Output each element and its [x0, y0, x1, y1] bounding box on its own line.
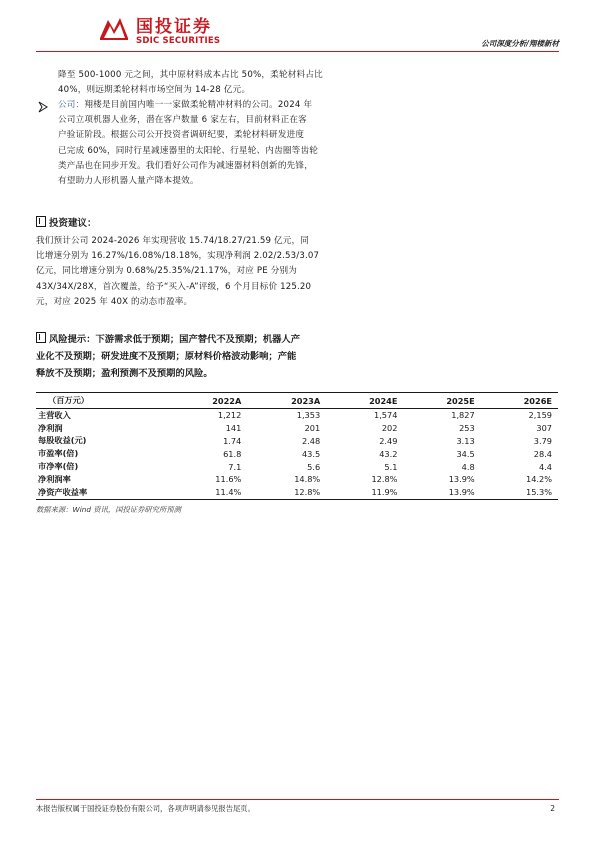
table-cell: 307 [536, 423, 552, 434]
table-cell: 5.1 [384, 461, 398, 472]
column-header: 2025E [403, 393, 480, 409]
table-cell: 2.48 [301, 435, 321, 446]
page-number: 2 [550, 804, 555, 813]
table-row [36, 409, 558, 422]
table-cell: 1,574 [374, 410, 398, 421]
text-line: 亿元，同比增速分别为 0.68%/25.35%/21.17%，对应 PE 分别为 [36, 266, 297, 277]
row-label: 市净率(倍) [38, 461, 79, 472]
table-cell: 2,159 [528, 410, 552, 421]
table-cell: 61.8 [223, 448, 242, 459]
text-line: 我们预计公司 2024-2026 年实现营收 15.74/18.27/21.59 亿元，同 [36, 236, 310, 246]
row-label: 净利润 [38, 422, 63, 433]
text-line: 元，对应 2025 年 40X 的动态市盈率。 [36, 296, 193, 307]
market-size-paragraph [58, 68, 558, 98]
table-cell: 4.4 [538, 461, 552, 472]
column-header: 2024E [326, 393, 403, 409]
column-header: 2023A [247, 393, 326, 409]
company-paragraph [58, 98, 558, 189]
footer-divider [36, 799, 559, 800]
text-line: 风险提示：下游需求低于预期；国产替代不及预期；机器人产 [49, 334, 301, 345]
logo-english: SDIC SECURITIES [136, 36, 221, 46]
table-cell: 3.13 [456, 435, 475, 446]
table-row [36, 422, 558, 435]
row-label: 市盈率(倍) [38, 448, 79, 459]
text-line: 43X/34X/28X，首次覆盖，给予“买入-A”评级，6 个月目标价 125.20 [36, 281, 312, 292]
text-line: 类产品也在同步开发。我们看好公司作为减速器材料创新的先锋， [58, 160, 314, 171]
column-header: 2026E [481, 393, 558, 409]
row-label: 净利润率 [38, 473, 71, 484]
table-row [36, 435, 558, 448]
section-marker-icon [36, 216, 46, 227]
text-line: 业化不及预期；研发进度不及预期；原材料价格波动影响；产能 [36, 351, 297, 362]
table-cell: 13.9% [403, 486, 480, 499]
table-cell: 12.8% [247, 486, 326, 499]
table-cell: 43.5 [301, 448, 321, 459]
row-label: 每股收益(元) [38, 435, 87, 446]
table-cell: 11.4% [168, 486, 247, 499]
table-cell: 3.79 [533, 435, 552, 446]
header-divider [36, 51, 559, 52]
table-row [36, 447, 558, 460]
investment-heading: 投资建议： [36, 215, 97, 229]
row-label: 主营收入 [38, 409, 71, 420]
text-line: 降至 500-1000 元之间，其中原材料成本占比 50%，柔轮材料占比 [58, 70, 323, 80]
table-row [36, 473, 558, 486]
table-cell: 1,212 [217, 410, 242, 421]
table-source: 数据来源：Wind 资讯，国投证券研究所预测 [36, 505, 181, 514]
table-row [36, 460, 558, 473]
table-cell: 1,353 [296, 410, 321, 421]
text-line: 有望助力人形机器人量产降本提效。 [58, 176, 199, 187]
table-cell: 13.9% [448, 474, 475, 485]
investment-paragraph [36, 234, 558, 310]
table-cell: 43.2 [379, 448, 398, 459]
table-cell: 2.49 [379, 435, 398, 446]
table-cell: 4.8 [461, 461, 475, 472]
table-cell: 28.4 [533, 448, 552, 459]
table-cell: 11.6% [215, 474, 242, 485]
table-cell: 253 [459, 423, 475, 434]
logo-mark-icon [98, 14, 130, 42]
table-cell: 14.8% [294, 474, 321, 485]
column-header: （百万元） [36, 393, 168, 409]
text-line: 已完成 60%，同时行星减速器里的太阳轮、行星轮、内齿圈等齿轮 [58, 145, 319, 156]
text-line: 翔楼是目前国内唯一一家做柔轮精冲材料的公司。2024 年 [84, 100, 313, 110]
financial-forecast-table [36, 392, 558, 500]
table-cell: 1.74 [223, 435, 242, 446]
table-cell: 141 [225, 423, 242, 434]
company-label: 公司： [58, 100, 85, 110]
column-header: 2022A [168, 393, 247, 409]
table-cell: 12.8% [371, 474, 398, 485]
table-cell: 202 [381, 423, 398, 434]
report-type: 公司深度分析/翔楼新材 [481, 39, 559, 48]
text-line: 40%，则远期柔轮材料市场空间为 14-28 亿元。 [58, 85, 251, 96]
text-line: 公司立项机器人业务，潜在客户数量 6 家左右，目前材料正在客 [58, 115, 307, 126]
logo-chinese: 国投证券 [136, 17, 212, 37]
company-logo [98, 12, 221, 56]
bullet-arrow-icon [37, 101, 51, 113]
table-cell: 201 [304, 423, 321, 434]
risk-paragraph [36, 331, 558, 382]
text-line: 户验证阶段。根据公司公开投资者调研纪要，柔轮材料研发进度 [58, 130, 305, 141]
table-cell: 11.9% [326, 486, 403, 499]
table-cell: 15.3% [481, 486, 558, 499]
table-cell: 34.5 [456, 448, 475, 459]
table-cell: 14.2% [525, 474, 552, 485]
text-line: 比增速分别为 16.27%/16.08%/18.18%，实现净利润 2.02/2.53/3.07 [36, 251, 320, 262]
table-cell: 7.1 [228, 461, 242, 472]
footer-disclaimer: 本报告版权属于国投证券股份有限公司，各项声明请参见报告尾页。 [36, 804, 255, 813]
table-header-row [36, 393, 558, 409]
table-cell: 1,827 [451, 410, 475, 421]
row-label: 净资产收益率 [36, 486, 168, 499]
table-row [36, 486, 558, 499]
text-line: 释放不及预期；盈利预测不及预期的风险。 [36, 368, 213, 379]
section-marker-icon [36, 332, 46, 343]
table-cell: 5.6 [307, 461, 321, 472]
